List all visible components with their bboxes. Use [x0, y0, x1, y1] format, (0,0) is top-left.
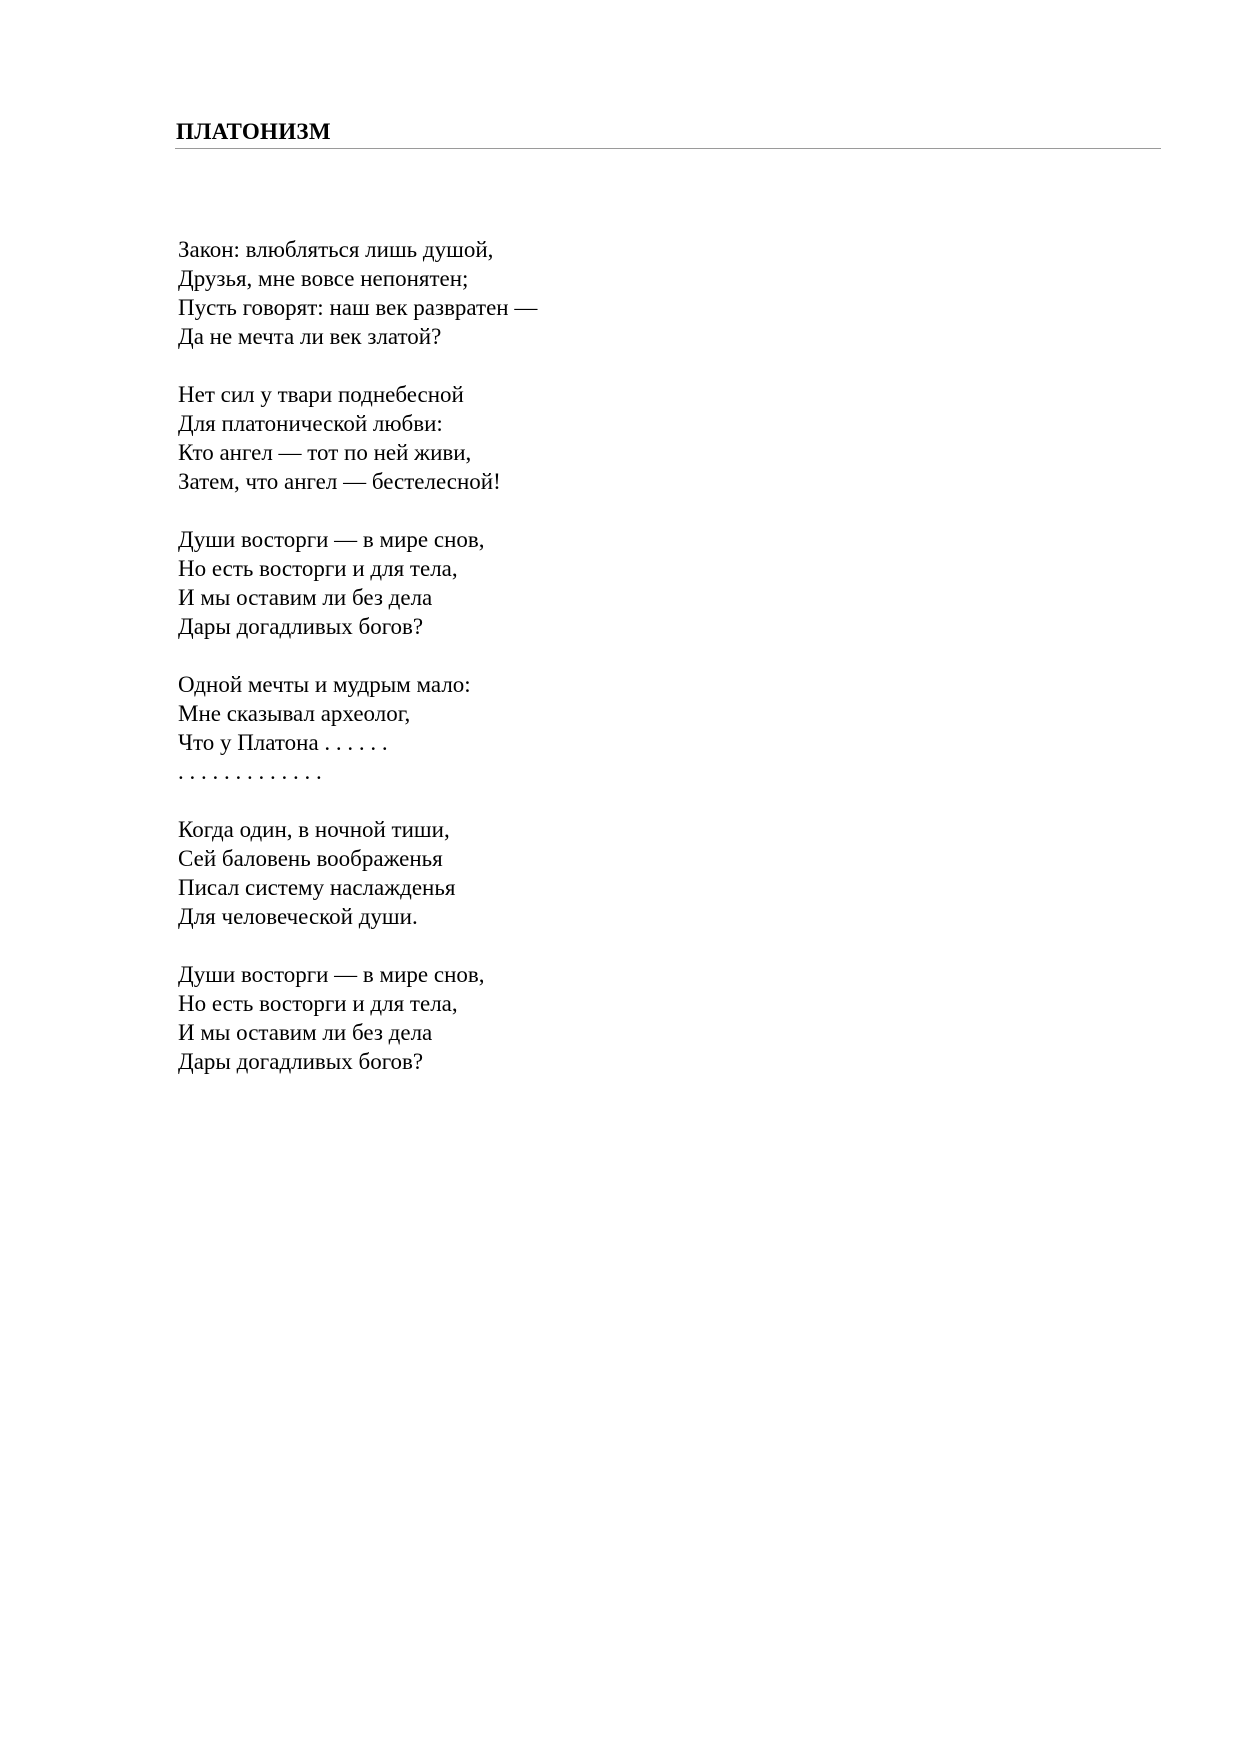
poem-line: Но есть восторги и для тела, [178, 556, 458, 581]
poem-line-ellipsis: . . . . . . . . . . . . . [178, 759, 322, 784]
poem-line: Но есть восторги и для тела, [178, 991, 458, 1016]
poem-line: Друзья, мне вовсе непонятен; [178, 266, 469, 291]
poem-line: И мы оставим ли без дела [178, 585, 433, 610]
document-title: ПЛАТОНИЗМ [176, 119, 331, 144]
poem-line: Писал систему наслажденья [178, 875, 456, 900]
poem-line: Дары догадливых богов? [178, 614, 424, 639]
poem-body [178, 235, 878, 1105]
poem-line: Сей баловень воображенья [178, 846, 443, 871]
poem-line: И мы оставим ли без дела [178, 1020, 433, 1045]
poem-line: Для платонической любви: [178, 411, 443, 436]
poem-line: Что у Платона . . . . . . [178, 730, 388, 755]
poem-line: Одной мечты и мудрым мало: [178, 672, 471, 697]
title-divider [175, 148, 1161, 149]
poem-line: Для человеческой души. [178, 904, 418, 929]
poem-line: Дары догадливых богов? [178, 1049, 424, 1074]
poem-line: Мне сказывал археолог, [178, 701, 411, 726]
stanza-1 [178, 235, 878, 351]
poem-line: Кто ангел — тот по ней живи, [178, 440, 472, 465]
stanza-5 [178, 815, 878, 931]
poem-line: Пусть говорят: наш век развратен — [178, 295, 538, 320]
poem-line: Закон: влюбляться лишь душой, [178, 237, 494, 262]
poem-line: Когда один, в ночной тиши, [178, 817, 450, 842]
poem-line: Души восторги — в мире снов, [178, 962, 485, 987]
poem-line: Нет сил у твари поднебесной [178, 382, 464, 407]
poem-line: Души восторги — в мире снов, [178, 527, 485, 552]
poem-line: Да не мечта ли век златой? [178, 324, 442, 349]
poem-line: Затем, что ангел — бестелесной! [178, 469, 501, 494]
stanza-2 [178, 380, 878, 496]
stanza-4 [178, 670, 878, 786]
stanza-6 [178, 960, 878, 1076]
stanza-3 [178, 525, 878, 641]
